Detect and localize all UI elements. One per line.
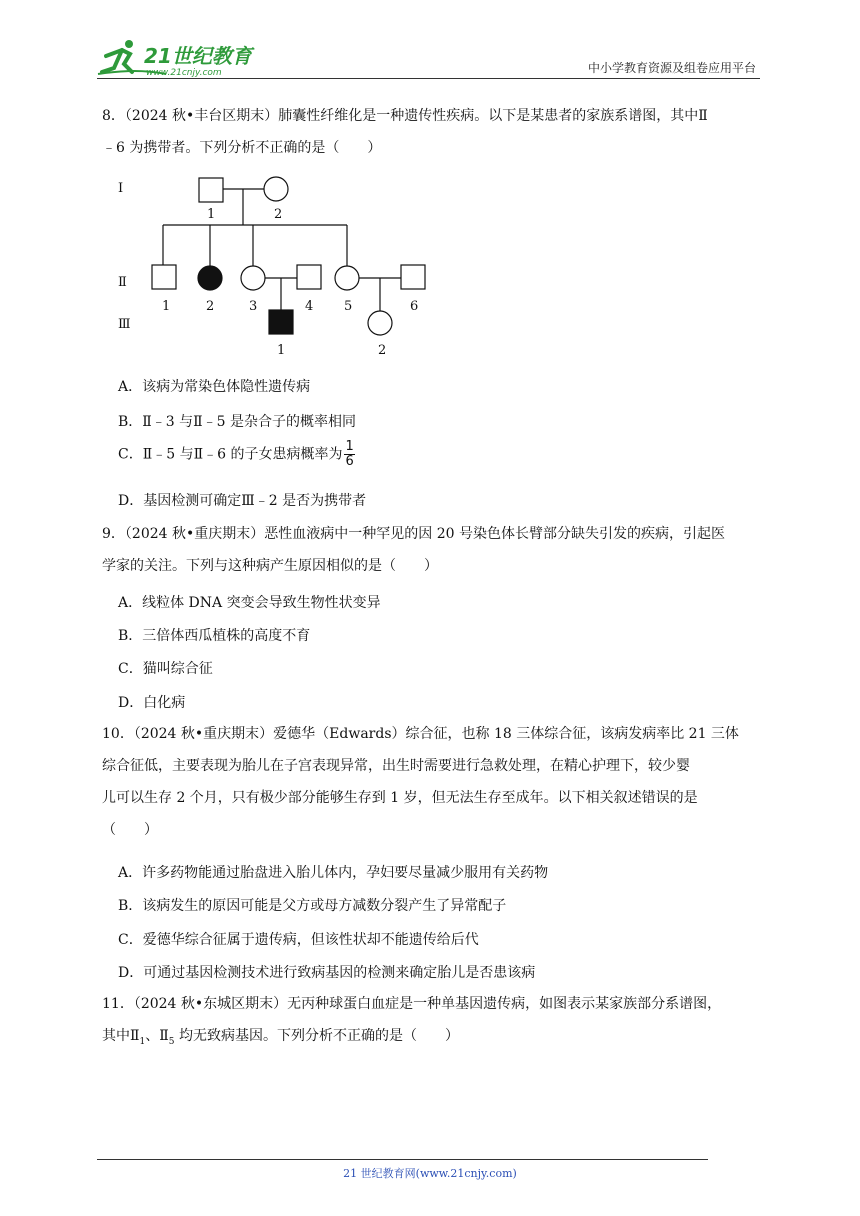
q8-option-c-text: C．Ⅱ﹣5 与Ⅱ﹣6 的子女患病概率为 — [118, 446, 343, 463]
gen-label-III: Ⅲ — [118, 317, 131, 332]
q10-option-b[interactable]: B．该病发生的原因可能是父方或母方减数分裂产生了异常配子 — [118, 898, 507, 914]
q9-option-a[interactable]: A．线粒体 DNA 突变会导致生物性状变异 — [118, 595, 381, 611]
gen2-female-5 — [335, 266, 359, 290]
gen2-num-2: 2 — [206, 299, 215, 314]
gen1-female-2 — [264, 177, 288, 201]
gen2-female-3 — [241, 266, 265, 290]
pedigree-chart — [112, 168, 442, 363]
question-10-line1: 10．（2024 秋•重庆期末）爱德华（Edwards）综合征，也称 18 三体综合征，该病发病率比 21 三体 — [102, 726, 739, 742]
q9-option-b[interactable]: B．三倍体西瓜植株的高度不育 — [118, 628, 311, 644]
gen2-num-1: 1 — [162, 299, 171, 314]
q11-sub-2: 5 — [168, 1036, 175, 1047]
gen2-male-4 — [297, 265, 321, 289]
fraction-denominator: 6 — [345, 454, 354, 469]
gen2-female-2-affected — [198, 266, 222, 290]
question-8 — [102, 100, 762, 164]
q10-option-d[interactable]: D．可通过基因检测技术进行致病基因的检测来确定胎儿是否患该病 — [118, 965, 536, 981]
gen2-num-3: 3 — [249, 299, 258, 314]
footer-rule — [97, 1159, 708, 1160]
q8-option-d[interactable]: D．基因检测可确定Ⅲ﹣2 是否为携带者 — [118, 493, 367, 509]
gen3-female-2 — [368, 311, 392, 335]
gen3-num-2: 2 — [378, 343, 387, 358]
gen-label-I: Ⅰ — [118, 181, 124, 196]
question-10 — [102, 718, 762, 846]
question-10-line3: 儿可以生存 2 个月，只有极少部分能够生存到 1 岁，但无法生存至成年。以下相关叙述错误的是 — [102, 790, 698, 806]
q10-option-c[interactable]: C．爱德华综合征属于遗传病，但该性状却不能遗传给后代 — [118, 932, 479, 948]
q9-option-c[interactable]: C．猫叫综合征 — [118, 661, 213, 677]
footer-text[interactable]: 21 世纪教育网(www.21cnjy.com) — [343, 1167, 517, 1180]
gen1-num-1: 1 — [207, 207, 216, 222]
q11-line2-post: 均无致病基因。下列分析不正确的是（ ） — [174, 1028, 459, 1044]
fraction-numerator: 1 — [345, 439, 354, 454]
gen1-male-1 — [199, 178, 223, 202]
q8-option-a[interactable]: A．该病为常染色体隐性遗传病 — [118, 379, 311, 395]
question-9-line1: 9．（2024 秋•重庆期末）恶性血液病中一种罕见的因 20 号染色体长臂部分缺失引发的疾病，引起医 — [102, 526, 725, 542]
q9-option-d[interactable]: D．白化病 — [118, 695, 186, 711]
gen-label-II: Ⅱ — [118, 275, 127, 290]
site-logo — [96, 38, 256, 78]
gen2-male-1 — [152, 265, 176, 289]
question-11 — [102, 988, 762, 1058]
fraction — [344, 440, 354, 469]
question-11-line2 — [102, 1020, 762, 1058]
question-10-line2: 综合征低，主要表现为胎儿在子宫表现异常，出生时需要进行急救处理，在精心护理下，较少婴 — [102, 758, 690, 774]
gen3-male-1-affected — [269, 310, 293, 334]
q8-option-c[interactable] — [118, 440, 355, 469]
gen1-num-2: 2 — [274, 207, 283, 222]
question-8-line2: ﹣6 为携带者。下列分析不正确的是（ ） — [102, 140, 382, 156]
question-11-line1: 11．（2024 秋•东城区期末）无丙种球蛋白血症是一种单基因遗传病，如图表示某家族部分系谱图， — [102, 996, 722, 1012]
question-8-line1: 8．（2024 秋•丰台区期末）肺囊性纤维化是一种遗传性疾病。以下是某患者的家族系谱图，其中Ⅱ — [102, 108, 708, 124]
q10-option-a[interactable]: A．许多药物能通过胎盘进入胎儿体内，孕妇要尽量减少服用有关药物 — [118, 865, 549, 881]
question-10-line4: （ ） — [102, 822, 158, 838]
gen3-num-1: 1 — [277, 343, 286, 358]
logo-text: 21世纪教育 — [144, 44, 252, 68]
q8-option-b[interactable]: B．Ⅱ﹣3 与Ⅱ﹣5 是杂合子的概率相同 — [118, 414, 357, 430]
site-name: 中小学教育资源及组卷应用平台 — [587, 61, 756, 75]
q11-line2-pre: 其中Ⅱ — [102, 1028, 140, 1044]
header-rule — [97, 78, 760, 79]
gen2-num-6: 6 — [410, 299, 419, 314]
gen2-num-4: 4 — [305, 299, 314, 314]
question-9 — [102, 518, 762, 582]
gen2-num-5: 5 — [344, 299, 353, 314]
question-9-line2: 学家的关注。下列与这种病产生原因相似的是（ ） — [102, 558, 438, 574]
gen2-male-6 — [401, 265, 425, 289]
q11-line2-mid: 、Ⅱ — [145, 1028, 169, 1044]
q11-sub-1: 1 — [139, 1036, 146, 1047]
logo-url: www.21cnjy.com — [146, 68, 222, 78]
